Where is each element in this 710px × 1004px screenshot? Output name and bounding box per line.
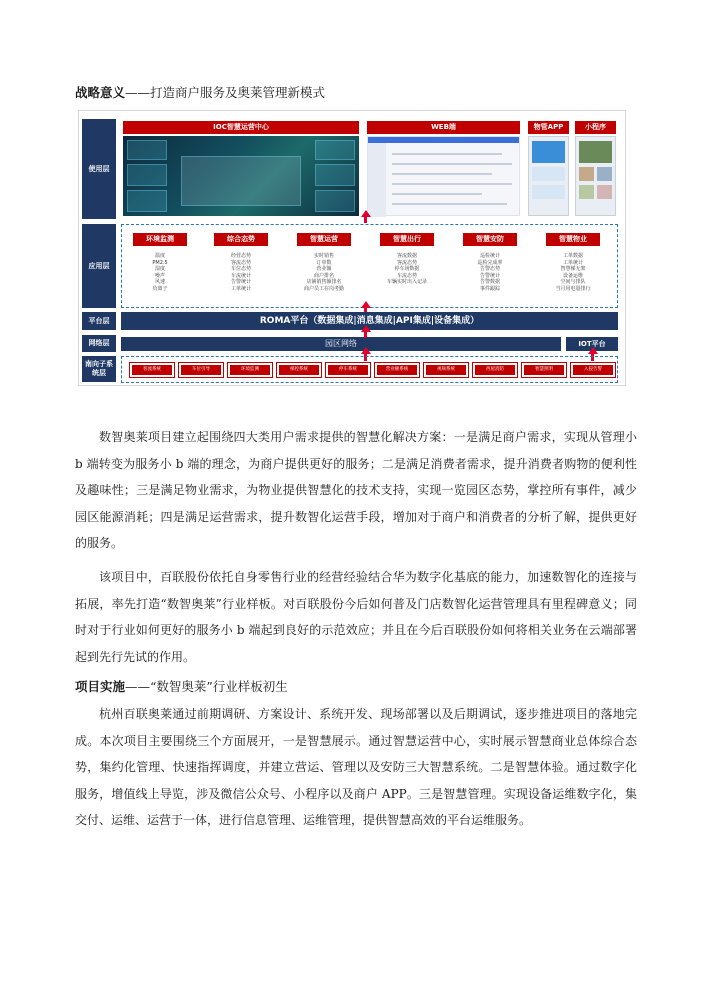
paragraph-1: 数智奥莱项目建立起围绕四大类用户需求提供的智慧化解决方案：一是满足商户需求，实现从管理小 b 端转变为服务小 b 端的理念，为商户提供更好的服务；二是满足消费者需求，提升消费者购物的便利性及趣味性；三是满足物业需求，为物业提供智慧化的技术支持，实现一览园区态势，掌控所有事件，减少园区能源消耗；四是满足运营需求，提升数智化运营手段，增加对于商户和消费者的分析了解，提供更好的服务。 [75, 430, 637, 550]
layer-label-network: 网络层 [82, 335, 116, 352]
app-module-0-items: 温度 PM2.5 湿度 噪声 风速 负离子 [152, 253, 168, 292]
app-module-4-items: 巡检统计 巡检完成率 告警态势 告警统计 告警数据 事件跟踪 [477, 253, 503, 292]
south-system-0 [129, 362, 175, 378]
system-label: 视频系统 [426, 365, 466, 375]
app-module-5: 智慧物业 [546, 233, 600, 246]
paragraph-2: 该项目中，百联股份依托自身零售行业的经营经验结合华为数字化基底的能力，加速数智化的连接与拓展，率先打造“数智奥莱”行业样板。对百联股份今后如何普及门店数智化运营管理具有里程碑意义；同时对于行业如何更好的服务小 b 端起到良好的示范效应；并且在今后百联股份如何将相关业务在云端部署起到先行先试的作用。 [75, 570, 637, 664]
up-arrow-icon [361, 325, 371, 332]
south-system-7 [472, 362, 518, 378]
system-label: 营业额系统 [377, 365, 417, 375]
miniprogram-title-bar: 小程序 [575, 121, 616, 134]
south-system-8 [521, 362, 567, 378]
heading-rest: ——“数智奥莱”行业样板初生 [125, 679, 288, 694]
south-system-5 [374, 362, 420, 378]
system-label: 停车系统 [328, 365, 368, 375]
ioc-title-bar: IOC智慧运营中心 [123, 121, 359, 134]
layer-label-platform: 平台层 [82, 312, 116, 330]
app-module-5-items: 工单数据 工单统计 智慧梯无架 设备运维 空间与排队 当月用电量排行 [555, 253, 591, 292]
system-label: 环境监测 [230, 365, 270, 375]
web-title-bar: WEB端 [367, 121, 520, 134]
ioc-dashboard-image [123, 136, 359, 216]
layer-label-use: 使用层 [82, 119, 116, 219]
app-module-1: 综合态势 [214, 233, 268, 246]
section-heading-implementation [75, 678, 288, 696]
roma-platform-bar: ROMA平台（数据集成|消息集成|API集成|设备集成） [121, 312, 618, 330]
heading-bold: 战略意义 [75, 85, 126, 100]
system-label: 梯控系统 [279, 365, 319, 375]
layer-label-south: 南向子系统层 [82, 356, 116, 382]
south-system-2 [227, 362, 273, 378]
app-module-3: 智慧出行 [380, 233, 434, 246]
system-label: 智慧照明 [524, 365, 564, 375]
campus-network-bar: 园区网络 [121, 337, 561, 351]
architecture-diagram [78, 110, 626, 386]
miniprogram-screenshot-image [575, 136, 616, 216]
web-screenshot-image [367, 136, 520, 216]
app-title-bar: 物管APP [528, 121, 569, 134]
heading-rest: ——打造商户服务及奥莱管理新模式 [125, 85, 326, 100]
heading-bold: 项目实施 [75, 679, 126, 694]
south-system-3 [276, 362, 322, 378]
app-module-3-items: 客流数据 客流态势 停车场数据 车流态势 车辆实时出入记录 [386, 253, 427, 285]
app-screenshot-image [528, 136, 569, 216]
paragraph-3: 杭州百联奥莱通过前期调研、方案设计、系统开发、现场部署以及后期调试，逐步推进项目的落地完成。本次项目主要围绕三个方面展开，一是智慧展示。通过智慧运营中心，实时展示智慧商业总体综合态势，集约化管理、快速指挥调度，并建立营运、管理以及安防三大智慧系统。二是智慧体验。通过数字化服务，增值线上导览，涉及微信公众号、小程序以及商户 APP。三是智慧管理。实现设备运维数字化，集交付、运维、运营于一体，进行信息管理、运维管理，提供智慧高效的平台运维服务。 [75, 707, 637, 827]
section-heading-strategy [75, 84, 325, 102]
system-label: 西屋消防 [475, 365, 515, 375]
app-module-4: 智慧安防 [463, 233, 517, 246]
app-module-2-items: 实时销售 订单数 营业额 商户排名 店铺销售额排名 商户员工在岗考勤 [303, 253, 344, 292]
iot-platform-bar: IOT平台 [566, 337, 618, 351]
up-arrow-icon [361, 347, 371, 354]
up-arrow-icon [588, 347, 598, 354]
system-label: 客流系统 [132, 365, 172, 375]
app-module-1-items: 经营态势 客流态势 车位态势 车流统计 告警统计 工单统计 [230, 253, 251, 292]
up-arrow-icon [361, 301, 371, 308]
layer-label-app: 应用层 [82, 224, 116, 308]
system-label: 车位引导 [181, 365, 221, 375]
app-module-2: 智慧运营 [297, 233, 351, 246]
south-system-9 [570, 362, 616, 378]
south-system-4 [325, 362, 371, 378]
up-arrow-icon [361, 210, 371, 217]
south-system-1 [178, 362, 224, 378]
app-module-0: 环境监测 [133, 233, 187, 246]
system-label: 入侵告警 [573, 365, 613, 375]
south-system-6 [423, 362, 469, 378]
